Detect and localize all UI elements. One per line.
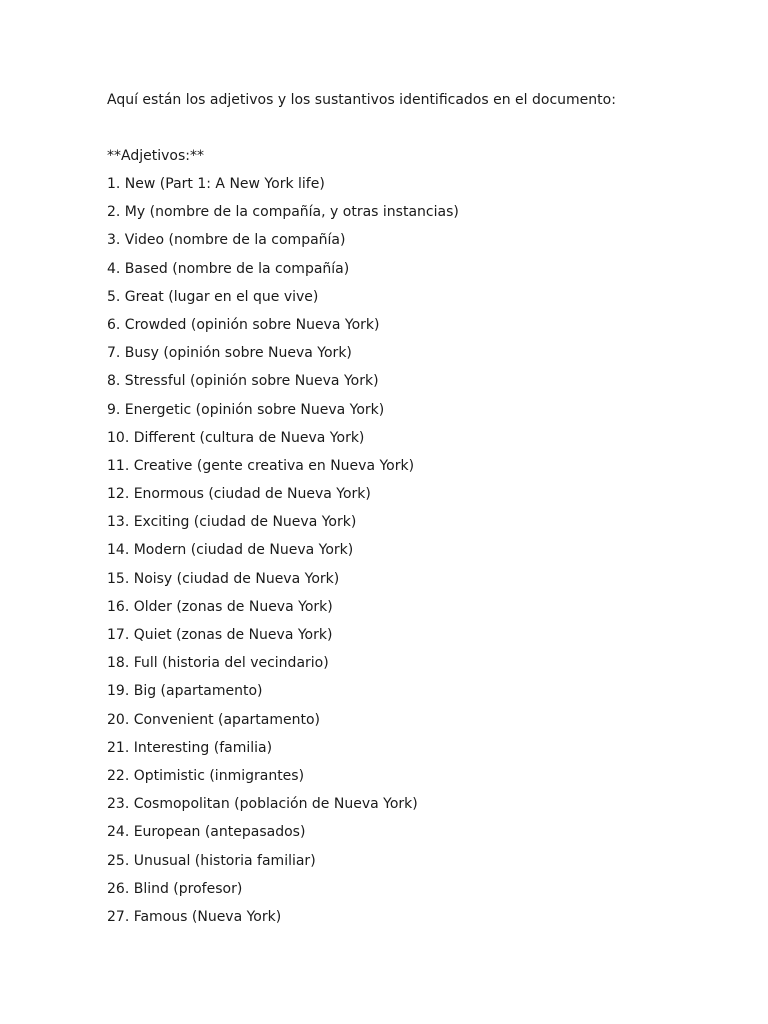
list-item: 12. Enormous (ciudad de Nueva York) [107, 486, 371, 503]
list-item: 7. Busy (opinión sobre Nueva York) [107, 345, 352, 362]
list-item: 4. Based (nombre de la compañía) [107, 260, 350, 277]
list-item: 9. Energetic (opinión sobre Nueva York) [107, 401, 385, 418]
adjectives-list [107, 174, 727, 927]
list-item: 8. Stressful (opinión sobre Nueva York) [107, 373, 379, 390]
list-item: 5. Great (lugar en el que vive) [107, 288, 319, 305]
list-item: 16. Older (zonas de Nueva York) [107, 598, 333, 615]
list-item: 25. Unusual (historia familiar) [107, 852, 316, 869]
list-item: 1. New (Part 1: A New York life) [107, 176, 325, 192]
document-body [107, 90, 727, 935]
list-item: 10. Different (cultura de Nueva York) [107, 429, 365, 446]
list-item: 24. European (antepasados) [107, 824, 306, 841]
list-item: 13. Exciting (ciudad de Nueva York) [107, 514, 357, 531]
list-item: 22. Optimistic (inmigrantes) [107, 767, 305, 784]
list-item: 15. Noisy (ciudad de Nueva York) [107, 570, 340, 587]
list-item: 6. Crowded (opinión sobre Nueva York) [107, 316, 380, 333]
list-item: 21. Interesting (familia) [107, 739, 273, 756]
list-item: 18. Full (historia del vecindario) [107, 655, 329, 672]
list-item: 3. Video (nombre de la compañía) [107, 232, 346, 249]
list-item: 2. My (nombre de la compañía, y otras instancias) [107, 204, 459, 221]
list-item: 27. Famous (Nueva York) [107, 908, 282, 925]
list-item: 23. Cosmopolitan (población de Nueva York) [107, 796, 418, 813]
list-item: 26. Blind (profesor) [107, 880, 243, 897]
list-item: 17. Quiet (zonas de Nueva York) [107, 627, 333, 643]
list-item: 19. Big (apartamento) [107, 683, 263, 700]
list-item: 20. Convenient (apartamento) [107, 711, 320, 728]
adjectives-heading: **Adjetivos:** [107, 148, 204, 164]
list-item: 11. Creative (gente creativa en Nueva York) [107, 457, 415, 474]
list-item: 14. Modern (ciudad de Nueva York) [107, 542, 354, 559]
intro-text: Aquí están los adjetivos y los sustantivos identificados en el documento: [107, 92, 616, 108]
